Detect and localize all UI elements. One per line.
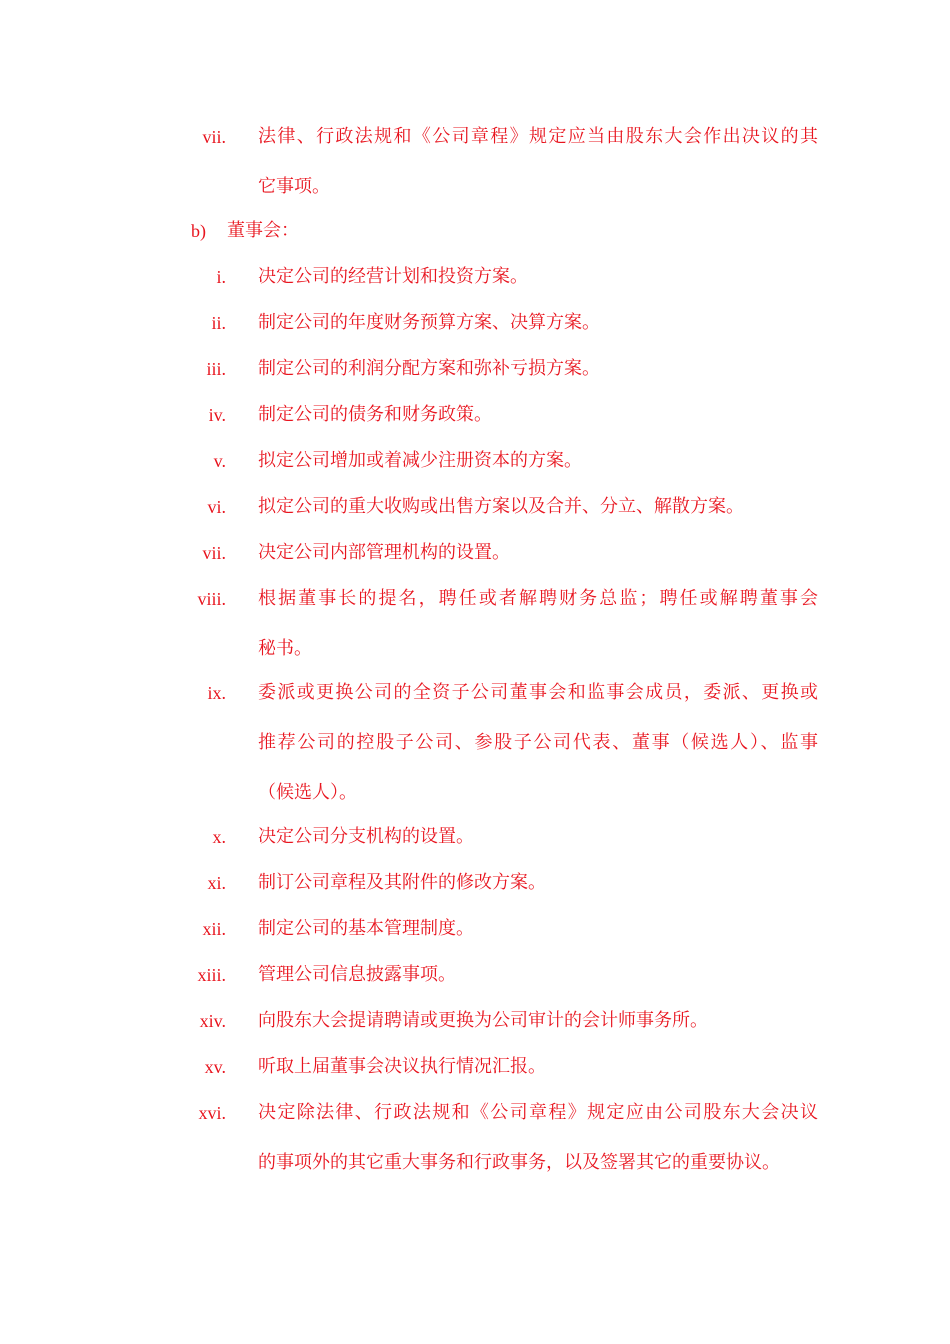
item-text-line: 的事项外的其它重大事务和行政事务，以及签署其它的重要协议。 — [258, 1152, 780, 1173]
item-text-line: 它事项。 — [258, 176, 330, 197]
item-number: iv. — [208, 405, 226, 425]
item-number: xi. — [207, 873, 226, 893]
item-number: viii. — [197, 589, 226, 609]
section-marker: b) — [191, 221, 206, 241]
item-text-line: （候选人）。 — [258, 782, 357, 803]
item-number: vii. — [202, 127, 226, 147]
item-text-line: 推荐公司的控股子公司、参股子公司代表、董事（候选人）、监事 — [258, 732, 818, 753]
item-text-line: 制定公司的基本管理制度。 — [258, 918, 474, 939]
item-text-line: 制定公司的债务和财务政策。 — [258, 404, 492, 425]
item-text-line: 秘书。 — [258, 638, 312, 659]
item-text-line: 听取上届董事会决议执行情况汇报。 — [258, 1056, 546, 1077]
item-text-line: 拟定公司的重大收购或出售方案以及合并、分立、解散方案。 — [258, 496, 744, 517]
item-text-line: 制定公司的年度财务预算方案、决算方案。 — [258, 312, 600, 333]
item-number: iii. — [206, 359, 226, 379]
item-number: i. — [216, 267, 226, 287]
item-text-line: 管理公司信息披露事项。 — [258, 964, 456, 985]
item-number: xiv. — [199, 1011, 226, 1031]
item-text-line: 根据董事长的提名，聘任或者解聘财务总监；聘任或解聘董事会 — [258, 588, 818, 609]
section-title: 董事会： — [227, 220, 299, 241]
item-number: vii. — [202, 543, 226, 563]
item-text-line: 决定公司内部管理机构的设置。 — [258, 542, 510, 563]
item-number: x. — [212, 827, 226, 847]
item-text-line: 法律、行政法规和《公司章程》规定应当由股东大会作出决议的其 — [258, 126, 818, 147]
item-text-line: 决定公司的经营计划和投资方案。 — [258, 266, 528, 287]
item-number: ii. — [211, 313, 226, 333]
item-text-line: 制订公司章程及其附件的修改方案。 — [258, 872, 546, 893]
item-text-line: 委派或更换公司的全资子公司董事会和监事会成员，委派、更换或 — [258, 682, 818, 703]
item-number: xvi. — [198, 1103, 226, 1123]
item-text-line: 制定公司的利润分配方案和弥补亏损方案。 — [258, 358, 600, 379]
item-text-line: 向股东大会提请聘请或更换为公司审计的会计师事务所。 — [258, 1010, 708, 1031]
item-text-line: 拟定公司增加或着减少注册资本的方案。 — [258, 450, 582, 471]
item-number: xv. — [204, 1057, 226, 1077]
item-number: xiii. — [197, 965, 226, 985]
item-number: v. — [213, 451, 226, 471]
item-text-line: 决定除法律、行政法规和《公司章程》规定应由公司股东大会决议 — [258, 1102, 818, 1123]
item-number: vi. — [207, 497, 226, 517]
item-number: ix. — [207, 683, 226, 703]
item-text-line: 决定公司分支机构的设置。 — [258, 826, 474, 847]
item-number: xii. — [202, 919, 226, 939]
